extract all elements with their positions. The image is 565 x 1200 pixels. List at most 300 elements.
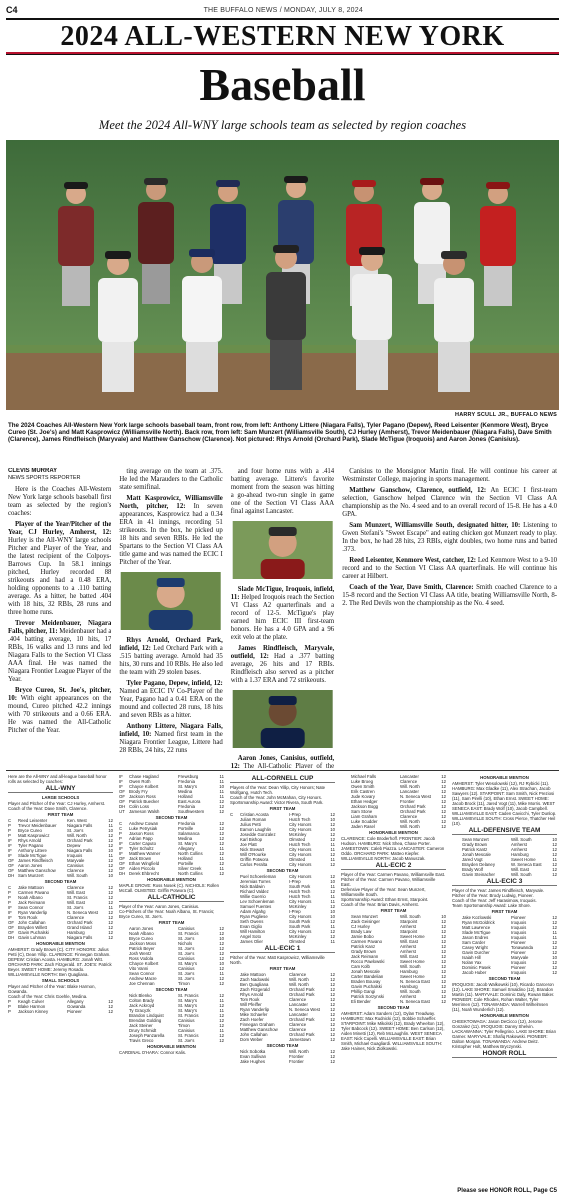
roster-school: Allegany <box>178 846 195 851</box>
roster-list <box>452 837 557 877</box>
paragraph: and four home runs with a .414 batting average. Littere's favorite moment from the season was hitting a go-ahead two-run single in game one of the Section VI Class AAA final against Lancaster. <box>230 468 335 515</box>
roster-year: 10 <box>330 827 335 832</box>
byline-name: CLEVIS MURRAY <box>8 468 58 474</box>
roster-school: Olmsted <box>289 857 305 862</box>
roster-year: 11 <box>219 971 224 976</box>
roster-year: 12 <box>219 809 224 814</box>
roster-school: St. Francis <box>67 895 88 900</box>
roster-player: Zach Fitzgerald <box>240 987 270 992</box>
roster-year: 12 <box>441 819 446 824</box>
roster-player: Jason Endres <box>462 935 489 940</box>
roster-school: Orchard Park <box>67 920 93 925</box>
roster-school: Hamburg <box>400 969 418 974</box>
roster-position <box>341 999 349 1004</box>
roster-year: 11 <box>330 939 335 944</box>
roster-player: Ross Vodola <box>129 956 154 961</box>
roster-year: 10 <box>219 961 224 966</box>
roster-player: Joseph Panzarella <box>129 1033 165 1038</box>
roster-player: Bryce Cureo <box>129 936 153 941</box>
roster-position <box>452 872 460 877</box>
roster-school: Orchard Park <box>289 987 315 992</box>
league-title: ALL-ECIC 2 <box>341 863 446 870</box>
roster-year: 12 <box>219 871 224 876</box>
roster-year: 11 <box>330 847 335 852</box>
roster-year: 12 <box>330 919 335 924</box>
roster-year: 10 <box>330 914 335 919</box>
roster-school: Canisius <box>178 926 195 931</box>
award-line: Defensive Player of the Year: Sean Munzert, Williamsville South. <box>341 887 426 897</box>
roster-year: 10 <box>552 955 557 960</box>
team-label: SECOND TEAM <box>377 1005 410 1010</box>
roster-school: Iroquois <box>511 960 527 965</box>
roster-school: Hamburg <box>67 930 85 935</box>
roster-player: Jack Brown <box>129 856 152 861</box>
roster-year: 12 <box>219 1003 224 1008</box>
roster-year: 12 <box>330 1012 335 1017</box>
roster-school: City Honors <box>289 874 312 879</box>
league-title: ALL-ECIC 3 <box>452 879 557 886</box>
roster-position: IF <box>119 841 123 846</box>
roster-year: 11 <box>219 774 224 779</box>
roster-school: South Park <box>289 924 311 929</box>
roster-school: Will. East <box>400 939 418 944</box>
roster-player: Ryan Vanderlip <box>240 1007 270 1012</box>
roster-player: Noah Albano <box>129 931 154 936</box>
roster-player: Sean Munzert <box>351 914 378 919</box>
league-subtitle: LARGE SCHOOLS <box>41 795 80 800</box>
roster-year: 12 <box>441 784 446 789</box>
award-line: Player of the Year: Carmen Pavano, Williamsville East. <box>341 872 446 877</box>
roster-year: 11 <box>330 924 335 929</box>
roster-year: 10 <box>330 817 335 822</box>
team-label: HONORABLE MENTION <box>147 1044 196 1049</box>
roster-position: IF <box>119 774 123 779</box>
roster-year: 12 <box>330 837 335 842</box>
roster-row <box>8 873 113 878</box>
roster-position: IF <box>8 915 12 920</box>
roster-school: Lancaster <box>289 1012 308 1017</box>
roster-year: 12 <box>330 992 335 997</box>
page-number: C4 <box>6 5 18 15</box>
roster-player: Jack Reimann <box>351 954 379 959</box>
honor-col-4 <box>341 774 446 1184</box>
roster-school: Grand Island <box>67 925 92 930</box>
roster-year: 12 <box>330 1037 335 1042</box>
photo-credit: HARRY SCULL JR., BUFFALO NEWS <box>455 412 557 418</box>
roster-year: 10 <box>108 848 113 853</box>
roster-year: 12 <box>441 779 446 784</box>
roster-year: 11 <box>108 905 113 910</box>
roster-player: Patrick Buecker <box>129 799 160 804</box>
roster-row <box>230 939 335 944</box>
honorable-mention: CHEEKTOWAGA: Jason DeCicco (12), Jerome Gonzalez (11). IROQUOIS: Danny Shelvin. LACKAWANNA: Tyler Pellegrino. LAKE SHORE: Brian Garner. MARYVALE: Shafiq Rakowski. PIONEER: Dalton Morgan. TONAWANDA: Andrew Deitz. Kristopher Holt, Matthew Bryczynski. <box>452 1019 556 1049</box>
roster-year: 12 <box>108 895 113 900</box>
roster-school: Orchard Park <box>289 1032 315 1037</box>
roster-year: 12 <box>552 872 557 877</box>
roster-year: 12 <box>108 999 113 1004</box>
honorable-mention: CARDINAL O'HARA: Connor Kalis. <box>119 1050 187 1055</box>
roster-player: Brendan Golding <box>129 1018 162 1023</box>
roster-school: Starpoint <box>400 929 418 934</box>
roster-year: 12 <box>330 982 335 987</box>
roster-year: 12 <box>441 944 446 949</box>
roster-player: Blake Harmon <box>18 1004 46 1009</box>
roster-school: Allegany <box>67 999 84 1004</box>
roster-year: 12 <box>441 979 446 984</box>
roster-position: IF <box>119 851 123 856</box>
roster-position: OF <box>119 799 125 804</box>
roster-player: Grady Brown <box>462 842 488 847</box>
roster-school: Starpoint <box>400 919 418 924</box>
roster-year: 11 <box>219 779 224 784</box>
roster-school: Will. North <box>67 833 87 838</box>
player-mugshot <box>119 572 222 630</box>
paragraph: Tyler Pagano, Depew, infield, 12: Named an ECIC IV Co-Player of the Year, Pagano had a 0.41 ERA on the mound and collected 28 runs, 18 hits and seven RBIs as a hitter. <box>119 680 223 719</box>
roster-school: City Honors <box>289 827 312 832</box>
article-col-2 <box>119 468 222 768</box>
roster-player: Jaden Rasel <box>351 824 375 829</box>
roster-school: Southwestern <box>178 809 205 814</box>
roster-player: Griffin Potwora <box>240 857 269 862</box>
roster-school: Amherst <box>400 944 416 949</box>
roster-player: Jaxson Ross <box>129 831 154 836</box>
award-line: Coach of the Year: Jeff Harasimow, Iroquois. <box>452 898 537 903</box>
paragraph: Reed Leisenter, Kenmore West, catcher, 12: Led Kenmore West to a 9-10 record and to the Section VI Class AA quarterfinals. He will continue his career at Hilbert. <box>342 557 557 580</box>
roster-year: 12 <box>330 904 335 909</box>
roster-player: Noah Albano <box>18 895 43 900</box>
roster-year: 12 <box>108 925 113 930</box>
roster-year: 12 <box>441 959 446 964</box>
roster-position: OF <box>8 930 14 935</box>
article-col-3 <box>231 468 334 768</box>
roster-position: C <box>8 885 12 890</box>
roster-year: 12 <box>441 939 446 944</box>
roster-school: Holland <box>178 856 193 861</box>
roster-list <box>8 999 113 1014</box>
honor-col-1 <box>8 774 113 1184</box>
league-subtitle: SMALL SCHOOLS <box>41 978 80 983</box>
roster-player: Chase Hagland <box>129 774 159 779</box>
roster-row <box>119 1038 224 1043</box>
roster-year: 12 <box>108 858 113 863</box>
roster-player: Willie Guerrio <box>240 894 266 899</box>
roster-year: 12 <box>108 868 113 873</box>
roster-school: St. Joe's <box>67 905 84 910</box>
roster-year: 12 <box>219 861 224 866</box>
roster-player: Gavin Steinacher <box>462 872 495 877</box>
roster-year: 12 <box>330 889 335 894</box>
roster-position <box>230 1037 238 1042</box>
roster-player: Zach Nadowski <box>240 977 270 982</box>
team-label: SECOND TEAM <box>266 868 299 873</box>
roster-school: Timon <box>178 1023 190 1028</box>
roster-school: City Honors <box>289 852 312 857</box>
roster-year: 12 <box>330 1027 335 1032</box>
roster-year: 12 <box>219 821 224 826</box>
roster-school: City Honors <box>289 822 312 827</box>
roster-player: Eli Bender <box>351 999 371 1004</box>
roster-year: 12 <box>330 929 335 934</box>
roster-year: 11 <box>552 857 557 862</box>
roster-school: N. Seneca West <box>400 794 431 799</box>
roster-year: 12 <box>441 924 446 929</box>
roster-row <box>452 872 557 877</box>
roster-player: Jack Steiner <box>129 1023 153 1028</box>
roster-year: 12 <box>330 977 335 982</box>
roster-player: Sam Carder <box>462 940 486 945</box>
award-line: Players of the Year: Dean Yillip, City Honors; Nate Wolfgang, Hutch Tech. <box>230 785 326 795</box>
roster-year: 12 <box>441 934 446 939</box>
roster-year: 12 <box>441 989 446 994</box>
team-label: FIRST TEAM <box>47 812 74 817</box>
roster-position: IF <box>8 853 12 858</box>
roster-school: Iroquois <box>511 930 527 935</box>
roster-list <box>341 774 446 829</box>
league-title: ALL-ECIC 1 <box>230 946 335 953</box>
article-col-1 <box>8 468 111 768</box>
roster-year: 12 <box>219 946 224 951</box>
roster-school: Lancaster <box>400 789 419 794</box>
roster-school: Will. East <box>67 900 85 905</box>
roster-school: St. Joe's <box>178 1038 195 1043</box>
roster-player: Luke Scudder <box>351 819 378 824</box>
roster-school: Timon <box>178 981 190 986</box>
roster-player: Jackson Kinney <box>18 1009 49 1014</box>
roster-player: Cristian Acosta <box>240 812 269 817</box>
roster-player: Seth Owens <box>240 919 264 924</box>
roster-row <box>8 1009 113 1014</box>
roster-player: Aaron Jones <box>129 926 154 931</box>
roster-school: Will. North <box>289 1049 309 1054</box>
paragraph: Matt Kasprowicz, Williamsville North, pitcher, 12: In seven appearances, Kasprowicz had a 0.34 ERA in 41 innings, recording 51 strikeouts. In the box, he picked up 18 hits and seven RBIs. He led the Spartans to the Section VI Class AA title game and was named the ECIC I Pitcher of the Year. <box>119 495 223 566</box>
roster-player: Aiden Piccolo <box>129 866 156 871</box>
roster-player: James Rindfleisch <box>18 858 53 863</box>
roster-year: 12 <box>219 841 224 846</box>
team-label: FIRST TEAM <box>491 909 518 914</box>
roster-year: 12 <box>552 852 557 857</box>
roster-year: 12 <box>330 1054 335 1059</box>
headline: Baseball <box>199 59 366 110</box>
roster-school: Will. North <box>400 784 420 789</box>
roster-school: Clarence <box>289 1027 307 1032</box>
roster-row <box>119 809 224 814</box>
roster-year: 10 <box>219 936 224 941</box>
roster-school: Pioneer <box>511 950 526 955</box>
roster-school: Olmsted <box>289 837 305 842</box>
roster-position: C <box>8 818 12 823</box>
award-line: Pitcher of the Year: Brody Ludwig, Pioneer. <box>452 893 534 898</box>
honorable-mention: AMHERST: Tyler Wesolowski (12), RJ Rybicki (11). HAMBURG: Max Gladke (11), Alex Strachan, Jacob Sawyers (12). STARPOINT: Sam Smith, Nick Preziosi (11), Sam Pirelli (10), Ethan Ernst. SWEET HOME: Jacob Brock (11), Jared Vogt (11), Mike Morris. WEST SENECA EAST: Brady Wolf (10), Jacob Campbell. WILLIAMSVILLE EAST: Caden Cavicchi, Tyler Dunlop. WILLIAMSVILLE SOUTH: Cross Pierce, Thatcher Heil (10). <box>452 781 557 826</box>
roster-school: Pioneer <box>511 965 526 970</box>
roster-year: 10 <box>441 914 446 919</box>
roster-school: St. Joe's <box>178 946 195 951</box>
roster-player: Rocco Pawlowski <box>351 959 385 964</box>
roster-position: OF <box>119 866 125 871</box>
roster-school: St. Joe's <box>178 951 195 956</box>
roster-school: Hutch Tech <box>289 894 311 899</box>
roster-player: Trevor Meidenbauer <box>18 823 57 828</box>
roster-player: Jacob Huber <box>462 970 487 975</box>
league-title: ALL-CORNELL CUP <box>230 776 335 783</box>
team-label: SECOND TEAM <box>44 879 77 884</box>
roster-year: 12 <box>108 863 113 868</box>
roster-year: 12 <box>108 930 113 935</box>
roster-player: Ethan Hedger <box>351 799 378 804</box>
roster-player: Samuel Fuentes <box>240 904 272 909</box>
roster-school: Fredonia <box>178 821 195 826</box>
roster-year: 12 <box>219 1033 224 1038</box>
roster-year: 12 <box>441 789 446 794</box>
roster-year: 12 <box>441 809 446 814</box>
roster-school: Hutch Tech <box>289 817 311 822</box>
roster-school: Maryvale <box>67 858 85 863</box>
roster-row <box>341 999 446 1004</box>
award-line: Coach of the Year: John McMahan, City Honors. <box>230 795 322 800</box>
roster-school: Orchard Park <box>400 804 426 809</box>
roster-year: 11 <box>108 823 113 828</box>
roster-school: St. Joe's <box>178 976 195 981</box>
roster-school: St. Mary's <box>178 1003 197 1008</box>
roster-player: Derek Ehbrecht <box>129 871 159 876</box>
roster-school: North Collins <box>178 871 203 876</box>
roster-school: St. Mary's <box>178 784 197 789</box>
roster-player: Angel Soto <box>240 934 262 939</box>
roster-year: 11 <box>330 894 335 899</box>
roster-year: 12 <box>552 965 557 970</box>
roster-school: Sweet Home <box>400 974 425 979</box>
honorable-mention: IROQUOIS: Jacob Walkowski (10), Ricardo Garceron (12). LAKE SHORE: Samuel Smaldino (12), Brandon Martin (11). MARYVALE: Dominic Daly, Rowan Baker. PIONEER: Cole Rhodes, Rohan Walter, Tyler Merrimen (12). TONAWANDA: Warrell Wilhelmsen (11), Noah Wunderlich (12). <box>452 982 555 1012</box>
roster-school: Canisius <box>178 966 195 971</box>
roster-list <box>230 874 335 944</box>
roster-school: City Honors <box>289 847 312 852</box>
roster-position: P <box>8 900 11 905</box>
roster-school: Amherst <box>511 842 527 847</box>
roster-player: Jake Mattoon <box>18 885 44 890</box>
roster-school: City Honors <box>289 914 312 919</box>
roster-player: Richard Valdez <box>240 889 269 894</box>
roster-year: 12 <box>441 974 446 979</box>
roster-school: St. Joe's <box>67 828 84 833</box>
roster-school: City Honors <box>289 929 312 934</box>
honor-col-3 <box>230 774 335 1184</box>
roster-school: I-Prep <box>289 879 301 884</box>
roster-player: Mike Schaefer <box>240 1012 268 1017</box>
roster-school: Fredonia <box>178 804 195 809</box>
award-line: Coach of the Year: Dave Smith, Clarence. <box>8 806 88 811</box>
roster-player: Jackson Moss <box>129 941 157 946</box>
roster-school: Will. South <box>67 873 88 878</box>
roster-player: Joe Chennan <box>129 981 155 986</box>
roster-position: OF <box>119 789 125 794</box>
roster-school: Salamanca <box>178 831 200 836</box>
team-label: FIRST TEAM <box>269 806 296 811</box>
award-line: Sportsmanship Award: Victor Rivera, South Park. <box>230 800 324 805</box>
roster-school: Medina <box>178 836 193 841</box>
roster-player: Vito Vanni <box>129 966 149 971</box>
roster-year: 12 <box>330 1017 335 1022</box>
roster-player: Josedde Gonzalez <box>240 832 276 837</box>
honorable-mention: CLARENCE: Cole Broderhoff. FRONTIER: Jacob Hudson. HAMBURG: Nick Shea, Chase Porter. JAMESTOWN: Caleb Piazza. LANCASTER: Cameron Oddo. ORCHARD PARK: Matteo Kiepfer. WILLIAMSVILLE NORTH: Jacob Manuszak. <box>341 836 445 861</box>
roster-year: 12 <box>552 915 557 920</box>
award-line: Sportsmanship Award: Ethan Ernst, Starpoint. <box>341 897 429 902</box>
roster-position: OF <box>119 794 125 799</box>
roster-player: John Callahan <box>240 1032 268 1037</box>
roster-list <box>8 818 113 878</box>
roster-year: 12 <box>330 997 335 1002</box>
paragraph: ting average on the team at .375. He led the Marauders to the Catholic state semifinal. <box>119 468 223 491</box>
roster-position: OF <box>119 861 125 866</box>
roster-school: Frewsburg <box>178 774 199 779</box>
roster-year: 12 <box>441 964 446 969</box>
roster-school: St. Francis <box>178 993 199 998</box>
roster-player: Luke Petrysiak <box>129 826 158 831</box>
roster-player: Brayden Delaney <box>462 862 495 867</box>
roster-school: Ken. West <box>67 818 87 823</box>
roster-position: OF <box>8 863 14 868</box>
player-mugshot <box>231 521 334 579</box>
roster-school: Frontier <box>400 799 415 804</box>
roster-position: P <box>8 833 11 838</box>
roster-year: 12 <box>219 836 224 841</box>
roster-player: Jameson Walsh <box>129 809 160 814</box>
roster-player: Carter Caputo <box>129 841 156 846</box>
team-label: FIRST TEAM <box>269 966 296 971</box>
roster-school: St. Mary's <box>178 961 197 966</box>
roster-player: CJ Hurley <box>351 924 370 929</box>
roster-year: 12 <box>552 970 557 975</box>
roster-school: St. Francis <box>178 931 199 936</box>
roster-player: Evan Sullivan <box>240 1054 267 1059</box>
roster-year: 12 <box>108 915 113 920</box>
award-line: Player and Pitcher of the Year: CJ Hurley, Amherst. <box>8 801 106 806</box>
roster-position: C <box>119 821 123 826</box>
roster-school: Will. North <box>289 982 309 987</box>
roster-school: St. Mary's <box>178 841 197 846</box>
roster-year: 12 <box>219 941 224 946</box>
roster-school: Fredonia <box>178 779 195 784</box>
paragraph: James Rindfleisch, Maryvale, outfield, 12: Had a .377 batting average, 26 hits and 17 RBIs. Rindfleisch also served as a pitcher with a 1.37 ERA and 72 strikeouts. <box>230 645 335 684</box>
roster-position: P <box>8 1004 11 1009</box>
roster-player: Sean Connor <box>18 905 44 910</box>
roster-player: Sam Stone <box>351 809 373 814</box>
article-body <box>8 468 557 768</box>
roster-school: Clarence <box>289 972 307 977</box>
roster-school: Lancaster <box>400 774 419 779</box>
roster-player: Jack Reimann <box>18 900 46 905</box>
roster-player: Reed Leisenter <box>18 818 48 823</box>
roster-player: Matt Lawrence <box>462 925 491 930</box>
team-label: FIRST TEAM <box>158 920 185 925</box>
roster-school: Niagara Falls <box>67 823 93 828</box>
roster-position: DH <box>119 804 126 809</box>
roster-school: Will. South <box>400 914 421 919</box>
roster-year: 12 <box>219 804 224 809</box>
roster-player: Gavin Puchalski <box>18 930 49 935</box>
roster-school: Frontier <box>289 1054 304 1059</box>
roster-school: Clarence <box>67 885 85 890</box>
roster-player: Carter Bandelian <box>351 974 384 979</box>
roster-school: Will. North <box>400 819 420 824</box>
roster-year: 11 <box>330 884 335 889</box>
roster-year: 12 <box>330 987 335 992</box>
roster-row <box>8 935 113 940</box>
roster-position: P <box>119 831 122 836</box>
roster-school: Iroquois <box>511 925 527 930</box>
roster-year: 12 <box>330 852 335 857</box>
roster-position: P <box>8 823 11 828</box>
roster-year: 11 <box>219 856 224 861</box>
roster-year: 12 <box>441 999 446 1004</box>
